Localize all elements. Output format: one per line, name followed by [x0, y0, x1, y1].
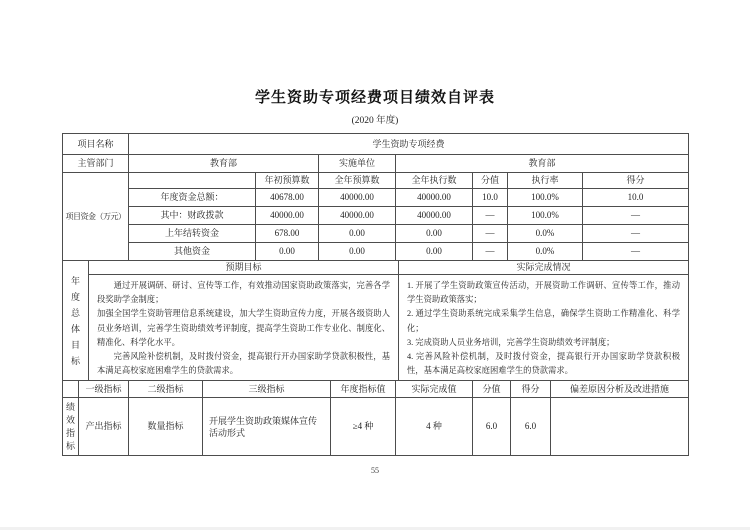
indicator-header-actual: 实际完成值: [396, 381, 473, 398]
budget-cell: —: [473, 225, 508, 243]
indicator-header-level1: 一级指标: [79, 381, 129, 398]
impl-unit-value: 教育部: [396, 155, 689, 173]
indicators-header-row: [63, 381, 689, 398]
expected-goal-paragraph: 通过开展调研、研讨、宣传等工作，有效推动国家资助政策落实，完善各学段奖助学金制度；: [97, 281, 390, 305]
actual-completion-paragraph: 2. 通过学生资助系统完成采集学生信息，确保学生资助工作精准化、科学化；: [407, 309, 680, 333]
indicator-points-cell: 6.0: [473, 398, 511, 456]
budget-cell: 100.0%: [508, 207, 583, 225]
budget-header-score: 得分: [583, 173, 689, 189]
indicator-level1-cell: 产出指标: [79, 398, 129, 456]
expected-goal-paragraph: 完善风险补偿机制，及时拨付资金，提高银行开办国家助学贷款积极性，基本满足高校家庭困难学生的贷款需求。: [97, 352, 390, 376]
indicator-header-level2: 二级指标: [129, 381, 203, 398]
goals-side-label: [63, 261, 89, 381]
budget-header-row: [63, 173, 689, 189]
budget-row-label: 年度资金总额：: [129, 189, 256, 207]
budget-header-initial: 年初预算数: [256, 173, 319, 189]
budget-cell: 0.00: [396, 225, 473, 243]
indicator-data-row: [63, 398, 689, 456]
project-name-label: 项目名称: [63, 134, 129, 155]
budget-row-fiscal: [63, 207, 689, 225]
indicator-header-level3: 三级指标: [203, 381, 331, 398]
budget-header-rate: 执行率: [508, 173, 583, 189]
indicator-header-deviation: 偏差原因分析及改进措施: [551, 381, 689, 398]
budget-cell: 10.0: [583, 189, 689, 207]
indicators-side-label-text: 绩效指标: [65, 401, 75, 451]
indicator-header-target: 年度指标值: [331, 381, 396, 398]
indicator-deviation-cell: [551, 398, 689, 456]
budget-cell: 0.00: [396, 243, 473, 261]
budget-cell: —: [583, 225, 689, 243]
budget-cell: 40000.00: [396, 189, 473, 207]
actual-completion-paragraph: 1. 开展了学生资助政策宣传活动，开展资助工作调研、宣传等工作，推动学生资助政策落实；: [407, 281, 680, 305]
impl-unit-label: 实施单位: [319, 155, 396, 173]
annual-goals-table: [62, 260, 689, 381]
indicator-header-score: 得分: [511, 381, 551, 398]
budget-cell: 40000.00: [396, 207, 473, 225]
page-number: 55: [371, 466, 379, 475]
self-evaluation-table: [62, 133, 688, 456]
goals-side-label-text: 年度总体目标: [70, 275, 80, 366]
indicator-level3-cell: 开展学生资助政策媒体宣传活动形式: [203, 398, 331, 456]
budget-row-carryover: [63, 225, 689, 243]
expected-goal-paragraph: 加强全国学生资助管理信息系统建设，加大学生资助宣传力度，开展各级资助人员业务培训，完善学生资助绩效考评制度，提高学生资助工作专业化、制度化、精准化、科学化水平。: [97, 309, 390, 347]
budget-cell: —: [583, 243, 689, 261]
budget-cell: 100.0%: [508, 189, 583, 207]
expected-goals-header: 预期目标: [89, 261, 399, 275]
page-subtitle: (2020 年度): [351, 116, 399, 126]
budget-row-label: 其他资金: [129, 243, 256, 261]
budget-cell: 678.00: [256, 225, 319, 243]
indicator-level2-cell: 数量指标: [129, 398, 203, 456]
budget-cell: 0.00: [319, 225, 396, 243]
budget-row-label: 上年结转资金: [129, 225, 256, 243]
indicator-score-cell: 6.0: [511, 398, 551, 456]
dept-label: 主管部门: [63, 155, 129, 173]
budget-cell: 0.0%: [508, 243, 583, 261]
budget-cell: 40678.00: [256, 189, 319, 207]
indicator-target-cell: ≥4 种: [331, 398, 396, 456]
actual-completion-paragraph: 4. 完善风险补偿机制，及时拨付资金，提高银行开办国家助学贷款积极性，基本满足高校家庭困难学生的贷款需求。: [407, 352, 680, 376]
budget-cell: 0.00: [256, 243, 319, 261]
page-title: 学生资助专项经费项目绩效自评表: [254, 90, 495, 106]
budget-row-total: [63, 189, 689, 207]
budget-cell: 10.0: [473, 189, 508, 207]
dept-value: 教育部: [129, 155, 319, 173]
goals-content-row: [63, 275, 689, 381]
budget-row-label: 其中：财政拨款: [129, 207, 256, 225]
budget-cell: —: [583, 207, 689, 225]
performance-indicators-table: [62, 380, 689, 456]
budget-row-other: [63, 243, 689, 261]
budget-cell: 0.0%: [508, 225, 583, 243]
indicator-header-points: 分值: [473, 381, 511, 398]
budget-cell: —: [473, 207, 508, 225]
indicators-side-label: [63, 398, 79, 456]
budget-cell: 40000.00: [256, 207, 319, 225]
actual-completion-paragraph: 3. 完成资助人员业务培训，完善学生资助绩效考评制度；: [407, 337, 615, 347]
budget-cell: 40000.00: [319, 189, 396, 207]
budget-header-points: 分值: [473, 173, 508, 189]
budget-cell: —: [473, 243, 508, 261]
indicator-actual-cell: 4 种: [396, 398, 473, 456]
budget-cell: 40000.00: [319, 207, 396, 225]
goals-header-row: [63, 261, 689, 275]
table-row: [63, 134, 689, 155]
budget-header-executed: 全年执行数: [396, 173, 473, 189]
indicators-empty-header-cell: [63, 381, 79, 398]
budget-empty-header-cell: [129, 173, 256, 189]
expected-goals-text: [89, 275, 399, 381]
budget-table: [62, 172, 689, 261]
project-name-value: 学生资助专项经费: [129, 134, 689, 155]
actual-completion-header: 实际完成情况: [399, 261, 689, 275]
budget-cell: 0.00: [319, 243, 396, 261]
budget-side-label: 项目资金（万元）: [63, 173, 129, 261]
actual-completion-text: [399, 275, 689, 381]
project-info-table: [62, 133, 689, 173]
budget-header-annual: 全年预算数: [319, 173, 396, 189]
table-row: [63, 155, 689, 173]
